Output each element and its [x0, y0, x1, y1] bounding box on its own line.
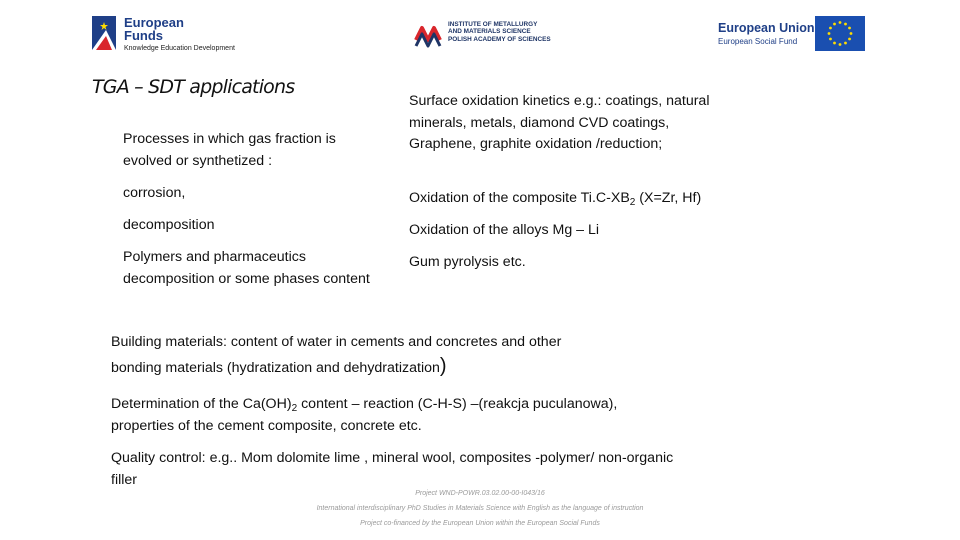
eu-logo [718, 16, 868, 54]
footer-cofinance: Project co-financed by the European Union within the European Social Funds [360, 520, 600, 527]
eu-star-icon [839, 21, 842, 24]
institute-line2: AND MATERIALS SCIENCE [448, 28, 531, 36]
determination-subscript: 2 [291, 403, 298, 414]
eu-star-icon [839, 43, 842, 46]
decomposition-text: decomposition [123, 217, 215, 233]
composite-post: (X=Zr, Hf) [635, 190, 702, 206]
slide-title: TGA – SDT applications [92, 76, 295, 98]
eu-star-icon [833, 23, 836, 26]
eu-star-icon [848, 27, 851, 30]
polymers-text: Polymers and pharmaceutics decomposition or some phases content [123, 249, 370, 287]
determination-pre: Determination of the Ca(OH) [111, 396, 292, 412]
eu-flag-icon [815, 16, 865, 51]
corrosion-text: corrosion, [123, 185, 186, 201]
institute-emblem-icon [414, 20, 444, 48]
building-line2: bonding materials (hydratization and dehydratization [111, 359, 440, 376]
alloys-oxidation-text: Oxidation of the alloys Mg – Li [409, 222, 600, 238]
footer-studies: International interdisciplinary PhD Studies in Materials Science with English as the language of instruction [316, 505, 644, 512]
processes-text: Processes in which gas fraction is evolved or synthetized : [123, 131, 336, 169]
determination-text [111, 394, 631, 437]
eu-star-icon [850, 32, 853, 35]
european-funds-line1: European [124, 15, 184, 30]
gum-pyrolysis-text: Gum pyrolysis etc. [409, 254, 526, 270]
eu-star-icon [828, 32, 831, 35]
building-materials-text [111, 332, 711, 379]
composite-subscript: 2 [629, 197, 636, 208]
european-funds-emblem-icon [92, 16, 118, 52]
eu-star-icon [844, 23, 847, 26]
institute-line1: INSTITUTE OF METALLURGY [448, 21, 538, 28]
european-funds-line3: Knowledge Education Development [124, 45, 235, 52]
eu-star-icon [844, 42, 847, 45]
oxidation-kinetics-text: Surface oxidation kinetics e.g.: coatings, natural minerals, metals, diamond CVD coatings, Graphene, graphite oxidation /reduction; [409, 93, 710, 152]
composite-pre: Oxidation of the composite Ti.C-XB [409, 190, 630, 206]
eu-line2: European Social Fund [718, 36, 798, 46]
composite-oxidation-text [409, 188, 739, 210]
footer-project-id: Project WND-POWR.03.02.00-00-I043/16 [415, 490, 545, 497]
european-funds-logo [92, 14, 252, 58]
building-paren: ) [439, 354, 447, 377]
european-funds-line2: Funds [124, 28, 163, 43]
eu-star-icon [829, 38, 832, 41]
institute-logo [414, 18, 564, 52]
determination-post: content – reaction (C-H-S) –(reakcja puculanowa), properties of the cement composite, concrete etc. [111, 396, 618, 434]
eu-star-icon [833, 42, 836, 45]
quality-control-text: Quality control: e.g.. Mom dolomite lime , mineral wool, composites -polymer/ non-organic filler [111, 450, 674, 488]
building-line1: Building materials: content of water in cements and concretes and other [111, 334, 562, 350]
eu-star-icon [848, 38, 851, 41]
institute-line3: POLISH ACADEMY OF SCIENCES [448, 35, 551, 43]
eu-star-icon [829, 27, 832, 30]
eu-line1: European Union [718, 21, 815, 35]
